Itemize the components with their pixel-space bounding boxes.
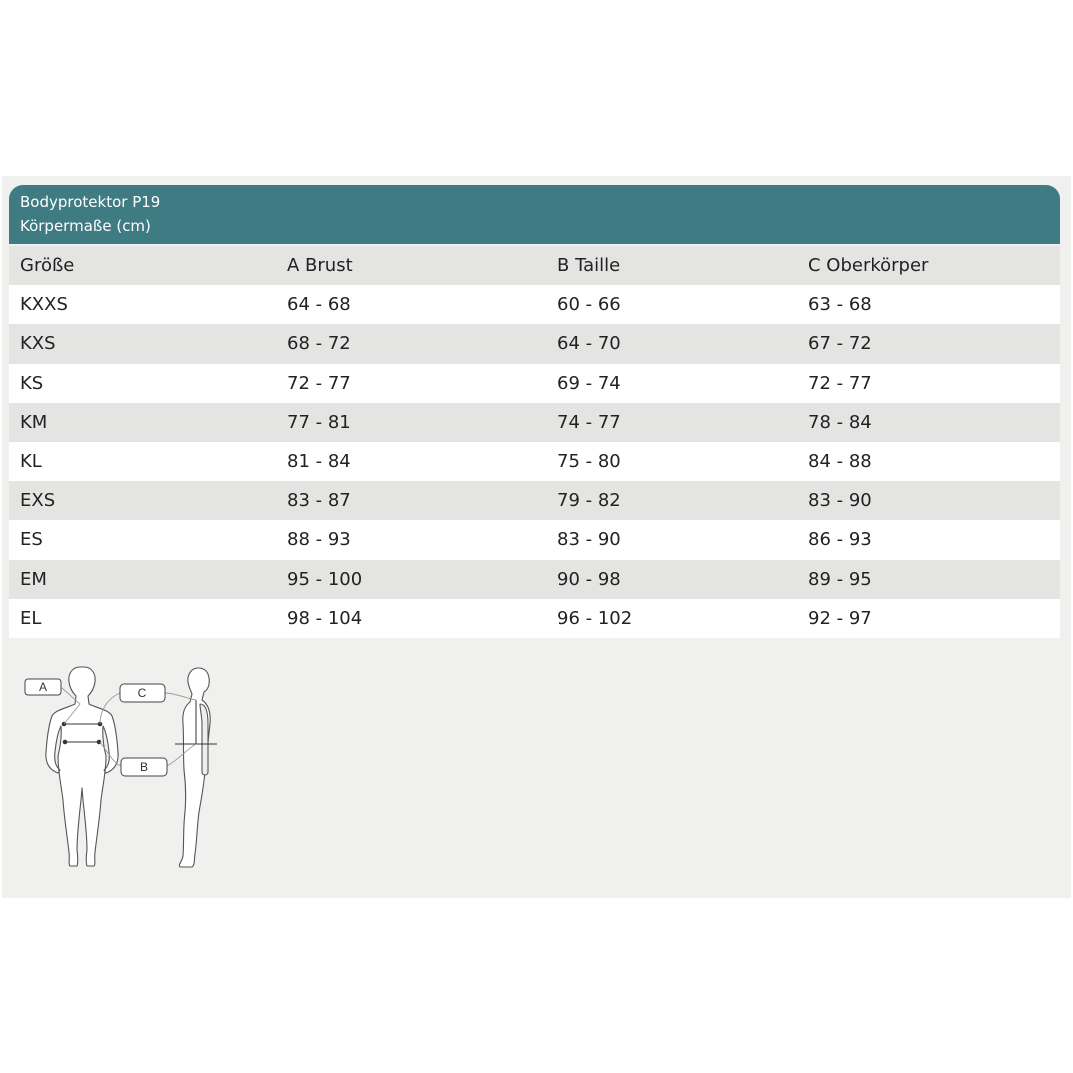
table-header-row <box>9 246 1060 285</box>
waist-cell: 83 - 90 <box>557 529 621 551</box>
chest-cell: 68 - 72 <box>287 333 351 355</box>
torso-cell: 92 - 97 <box>808 607 872 629</box>
size-cell: ES <box>20 529 43 551</box>
front-body-figure <box>46 667 118 866</box>
chest-cell: 72 - 77 <box>287 372 351 394</box>
size-cell: EL <box>20 607 42 629</box>
label-a: A <box>38 680 48 694</box>
label-b-callout <box>121 758 167 776</box>
chart-header <box>9 185 1060 244</box>
chest-cell: 88 - 93 <box>287 529 351 551</box>
torso-cell: 86 - 93 <box>808 529 872 551</box>
size-cell: EM <box>20 568 47 590</box>
size-cell: KM <box>20 411 48 433</box>
waist-cell: 79 - 82 <box>557 490 621 512</box>
size-cell: KL <box>20 450 42 472</box>
chest-cell: 98 - 104 <box>287 607 363 629</box>
column-header-torso: C Oberkörper <box>808 255 929 276</box>
table-row <box>9 364 1060 403</box>
torso-cell: 89 - 95 <box>808 568 872 590</box>
label-c-callout <box>120 684 165 702</box>
torso-cell: 78 - 84 <box>808 411 872 433</box>
label-a-callout <box>25 679 61 695</box>
torso-cell: 84 - 88 <box>808 450 872 472</box>
chest-cell: 77 - 81 <box>287 411 351 433</box>
size-cell: KS <box>20 372 44 394</box>
column-header-size: Größe <box>20 255 75 276</box>
waist-cell: 74 - 77 <box>557 411 621 433</box>
side-measure-lines <box>175 700 217 744</box>
body-measurement-illustration <box>20 660 225 875</box>
table-row <box>9 481 1060 520</box>
chest-cell: 83 - 87 <box>287 490 351 512</box>
torso-cell: 83 - 90 <box>808 490 872 512</box>
chest-cell: 81 - 84 <box>287 450 351 472</box>
waist-cell: 69 - 74 <box>557 372 621 394</box>
column-header-waist: B Taille <box>557 255 621 276</box>
size-cell: KXXS <box>20 294 68 316</box>
size-table <box>9 246 1060 638</box>
product-title: Bodyprotektor P19 <box>20 193 161 211</box>
table-row <box>9 520 1060 559</box>
table-row <box>9 560 1060 599</box>
torso-cell: 67 - 72 <box>808 333 872 355</box>
table-row <box>9 403 1060 442</box>
chest-cell: 95 - 100 <box>287 568 363 590</box>
size-cell: EXS <box>20 490 56 512</box>
column-header-chest: A Brust <box>287 255 353 276</box>
table-row <box>9 599 1060 638</box>
measure-subtitle: Körpermaße (cm) <box>20 217 151 235</box>
label-c: C <box>137 686 147 700</box>
waist-cell: 96 - 102 <box>557 607 633 629</box>
torso-cell: 63 - 68 <box>808 294 872 316</box>
table-row <box>9 324 1060 363</box>
table-row <box>9 442 1060 481</box>
waist-cell: 90 - 98 <box>557 568 621 590</box>
chest-cell: 64 - 68 <box>287 294 351 316</box>
waist-cell: 64 - 70 <box>557 333 621 355</box>
side-body-figure <box>179 668 210 867</box>
label-b: B <box>139 760 149 774</box>
waist-cell: 75 - 80 <box>557 450 621 472</box>
torso-cell: 72 - 77 <box>808 372 872 394</box>
waist-cell: 60 - 66 <box>557 294 621 316</box>
table-row <box>9 285 1060 324</box>
size-cell: KXS <box>20 333 56 355</box>
